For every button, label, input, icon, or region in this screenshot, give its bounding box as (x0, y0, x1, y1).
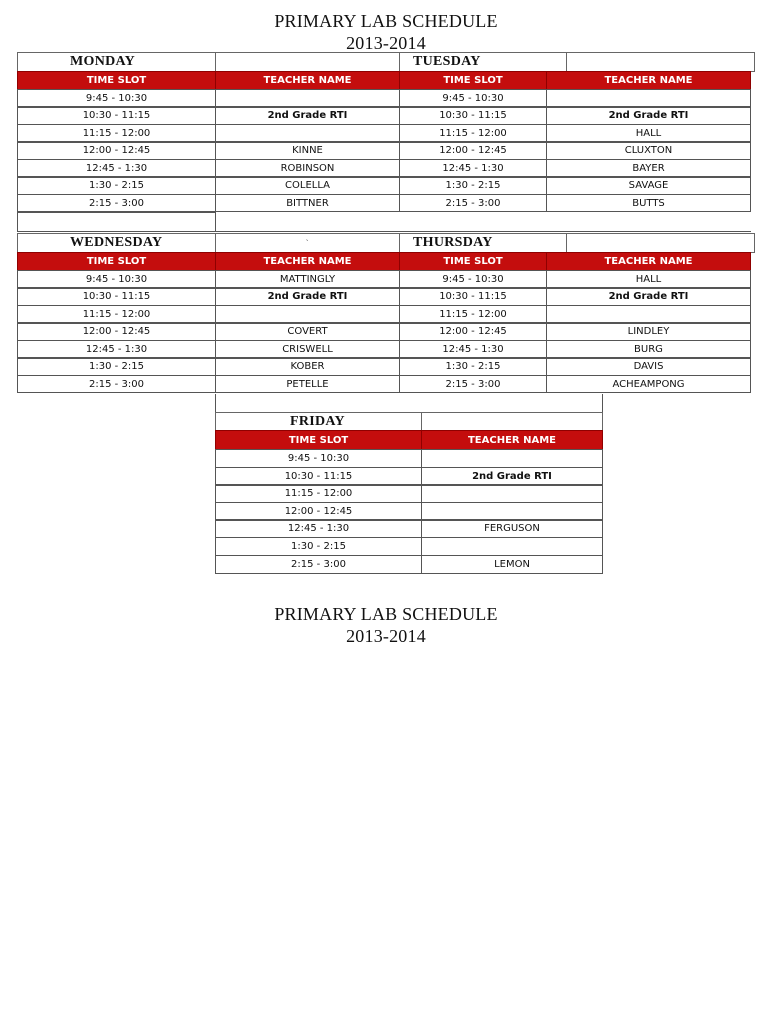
table-row (17, 270, 751, 288)
time-slot-cell: 12:45 - 1:30 (17, 340, 216, 358)
column-header-row (215, 430, 603, 450)
time-slot-cell: 2:15 - 3:00 (399, 194, 547, 212)
spacer-row (17, 212, 751, 232)
header-time-slot: TIME SLOT (399, 71, 547, 90)
teacher-name-cell: LEMON (421, 555, 603, 574)
time-slot-cell: 11:15 - 12:00 (399, 124, 547, 142)
time-slot-cell: 12:45 - 1:30 (17, 159, 216, 177)
header-time-slot: TIME SLOT (17, 71, 216, 90)
day-header-row (17, 52, 755, 72)
time-slot-cell: 10:30 - 11:15 (215, 467, 422, 486)
teacher-name-cell (421, 484, 603, 503)
spacer-cell (17, 212, 216, 232)
day-label-tuesday: TUESDAY (399, 52, 567, 72)
time-slot-cell: 10:30 - 11:15 (17, 107, 216, 125)
time-slot-cell: 2:15 - 3:00 (215, 555, 422, 574)
page-subtitle-year-repeat: 2013-2014 (346, 626, 426, 646)
table-row (17, 340, 751, 358)
teacher-name-cell: LINDLEY (546, 323, 751, 341)
teacher-name-cell: KINNE (215, 142, 400, 160)
teacher-name-cell: DAVIS (546, 358, 751, 376)
header-time-slot: TIME SLOT (17, 252, 216, 271)
teacher-name-cell: ACHEAMPONG (546, 375, 751, 393)
time-slot-cell: 1:30 - 2:15 (215, 537, 422, 556)
teacher-name-cell: HALL (546, 124, 751, 142)
teacher-name-cell: BITTNER (215, 194, 400, 212)
time-slot-cell: 11:15 - 12:00 (17, 305, 216, 323)
teacher-name-cell: 2nd Grade RTI (215, 288, 400, 306)
day-label-monday: MONDAY (17, 52, 216, 72)
header-teacher-name: TEACHER NAME (546, 252, 751, 271)
time-slot-cell: 1:30 - 2:15 (399, 358, 547, 376)
spacer-cell (215, 52, 400, 72)
teacher-name-cell: COVERT (215, 323, 400, 341)
teacher-name-cell (421, 502, 603, 521)
teacher-name-cell: 2nd Grade RTI (215, 107, 400, 125)
page-title-repeat: PRIMARY LAB SCHEDULE (274, 604, 498, 624)
teacher-name-cell (215, 124, 400, 142)
teacher-name-cell: CRISWELL (215, 340, 400, 358)
schedule-block-wed-thu (17, 233, 751, 413)
time-slot-cell: 2:15 - 3:00 (17, 194, 216, 212)
teacher-name-cell: 2nd Grade RTI (546, 288, 751, 306)
column-header-row (17, 252, 751, 271)
teacher-name-cell: HALL (546, 270, 751, 288)
time-slot-cell: 11:15 - 12:00 (215, 484, 422, 503)
table-row (17, 142, 751, 160)
teacher-name-cell: MATTINGLY (215, 270, 400, 288)
time-slot-cell: 12:00 - 12:45 (399, 142, 547, 160)
table-row (17, 288, 751, 306)
table-row (17, 375, 751, 393)
teacher-name-cell (215, 89, 400, 107)
column-header-row (17, 71, 751, 90)
spacer-cell (566, 52, 755, 72)
teacher-name-cell: CLUXTON (546, 142, 751, 160)
time-slot-cell: 2:15 - 3:00 (399, 375, 547, 393)
page-subtitle-year: 2013-2014 (346, 33, 426, 53)
teacher-name-cell: SAVAGE (546, 177, 751, 195)
header-teacher-name: TEACHER NAME (215, 252, 400, 271)
header-teacher-name: TEACHER NAME (546, 71, 751, 90)
table-row (17, 194, 751, 212)
teacher-name-cell: 2nd Grade RTI (421, 467, 603, 486)
teacher-name-cell: BUTTS (546, 194, 751, 212)
teacher-name-cell (421, 537, 603, 556)
page-title: PRIMARY LAB SCHEDULE (274, 11, 498, 31)
teacher-name-cell: BAYER (546, 159, 751, 177)
spacer-cell: ` (215, 233, 400, 253)
time-slot-cell: 9:45 - 10:30 (399, 270, 547, 288)
table-row (215, 519, 603, 538)
day-header-row (17, 233, 755, 253)
teacher-name-cell: 2nd Grade RTI (546, 107, 751, 125)
header-teacher-name: TEACHER NAME (215, 71, 400, 90)
header-time-slot: TIME SLOT (399, 252, 547, 271)
teacher-name-cell: BURG (546, 340, 751, 358)
table-row (215, 449, 603, 468)
day-header-row (215, 412, 603, 431)
table-row (17, 358, 751, 376)
teacher-name-cell: PETELLE (215, 375, 400, 393)
time-slot-cell: 10:30 - 11:15 (399, 107, 547, 125)
day-label-friday: FRIDAY (215, 412, 422, 431)
table-row (17, 89, 751, 107)
table-row (17, 305, 751, 323)
time-slot-cell: 10:30 - 11:15 (399, 288, 547, 306)
time-slot-cell: 2:15 - 3:00 (17, 375, 216, 393)
table-row (215, 484, 603, 503)
time-slot-cell: 1:30 - 2:15 (399, 177, 547, 195)
time-slot-cell: 12:00 - 12:45 (17, 142, 216, 160)
table-row (215, 555, 603, 574)
schedule-block-friday (215, 394, 603, 576)
time-slot-cell: 9:45 - 10:30 (399, 89, 547, 107)
teacher-name-cell (421, 449, 603, 468)
time-slot-cell: 12:45 - 1:30 (215, 519, 422, 538)
teacher-name-cell (215, 305, 400, 323)
spacer-cell (566, 233, 755, 253)
table-row (17, 159, 751, 177)
schedule-block-mon-tue (17, 52, 751, 232)
table-row (17, 124, 751, 142)
day-label-wednesday: WEDNESDAY (17, 233, 216, 253)
time-slot-cell: 1:30 - 2:15 (17, 177, 216, 195)
teacher-name-cell: COLELLA (215, 177, 400, 195)
spacer-cell (215, 394, 603, 413)
time-slot-cell: 9:45 - 10:30 (215, 449, 422, 468)
time-slot-cell: 11:15 - 12:00 (17, 124, 216, 142)
time-slot-cell: 12:45 - 1:30 (399, 159, 547, 177)
spacer-cell (215, 212, 751, 232)
time-slot-cell: 1:30 - 2:15 (17, 358, 216, 376)
spacer-cell (421, 412, 603, 431)
teacher-name-cell: FERGUSON (421, 519, 603, 538)
teacher-name-cell: ROBINSON (215, 159, 400, 177)
table-row (17, 107, 751, 125)
header-time-slot: TIME SLOT (215, 430, 422, 450)
teacher-name-cell (546, 89, 751, 107)
time-slot-cell: 9:45 - 10:30 (17, 89, 216, 107)
teacher-name-cell: KOBER (215, 358, 400, 376)
time-slot-cell: 12:00 - 12:45 (17, 323, 216, 341)
time-slot-cell: 9:45 - 10:30 (17, 270, 216, 288)
table-row (215, 467, 603, 486)
table-row (17, 323, 751, 341)
time-slot-cell: 10:30 - 11:15 (17, 288, 216, 306)
spacer-row (215, 394, 603, 413)
time-slot-cell: 12:00 - 12:45 (399, 323, 547, 341)
table-row (215, 537, 603, 556)
time-slot-cell: 12:45 - 1:30 (399, 340, 547, 358)
time-slot-cell: 11:15 - 12:00 (399, 305, 547, 323)
time-slot-cell: 12:00 - 12:45 (215, 502, 422, 521)
header-teacher-name: TEACHER NAME (421, 430, 603, 450)
day-label-thursday: THURSDAY (399, 233, 567, 253)
table-row (17, 177, 751, 195)
table-row (215, 502, 603, 521)
teacher-name-cell (546, 305, 751, 323)
